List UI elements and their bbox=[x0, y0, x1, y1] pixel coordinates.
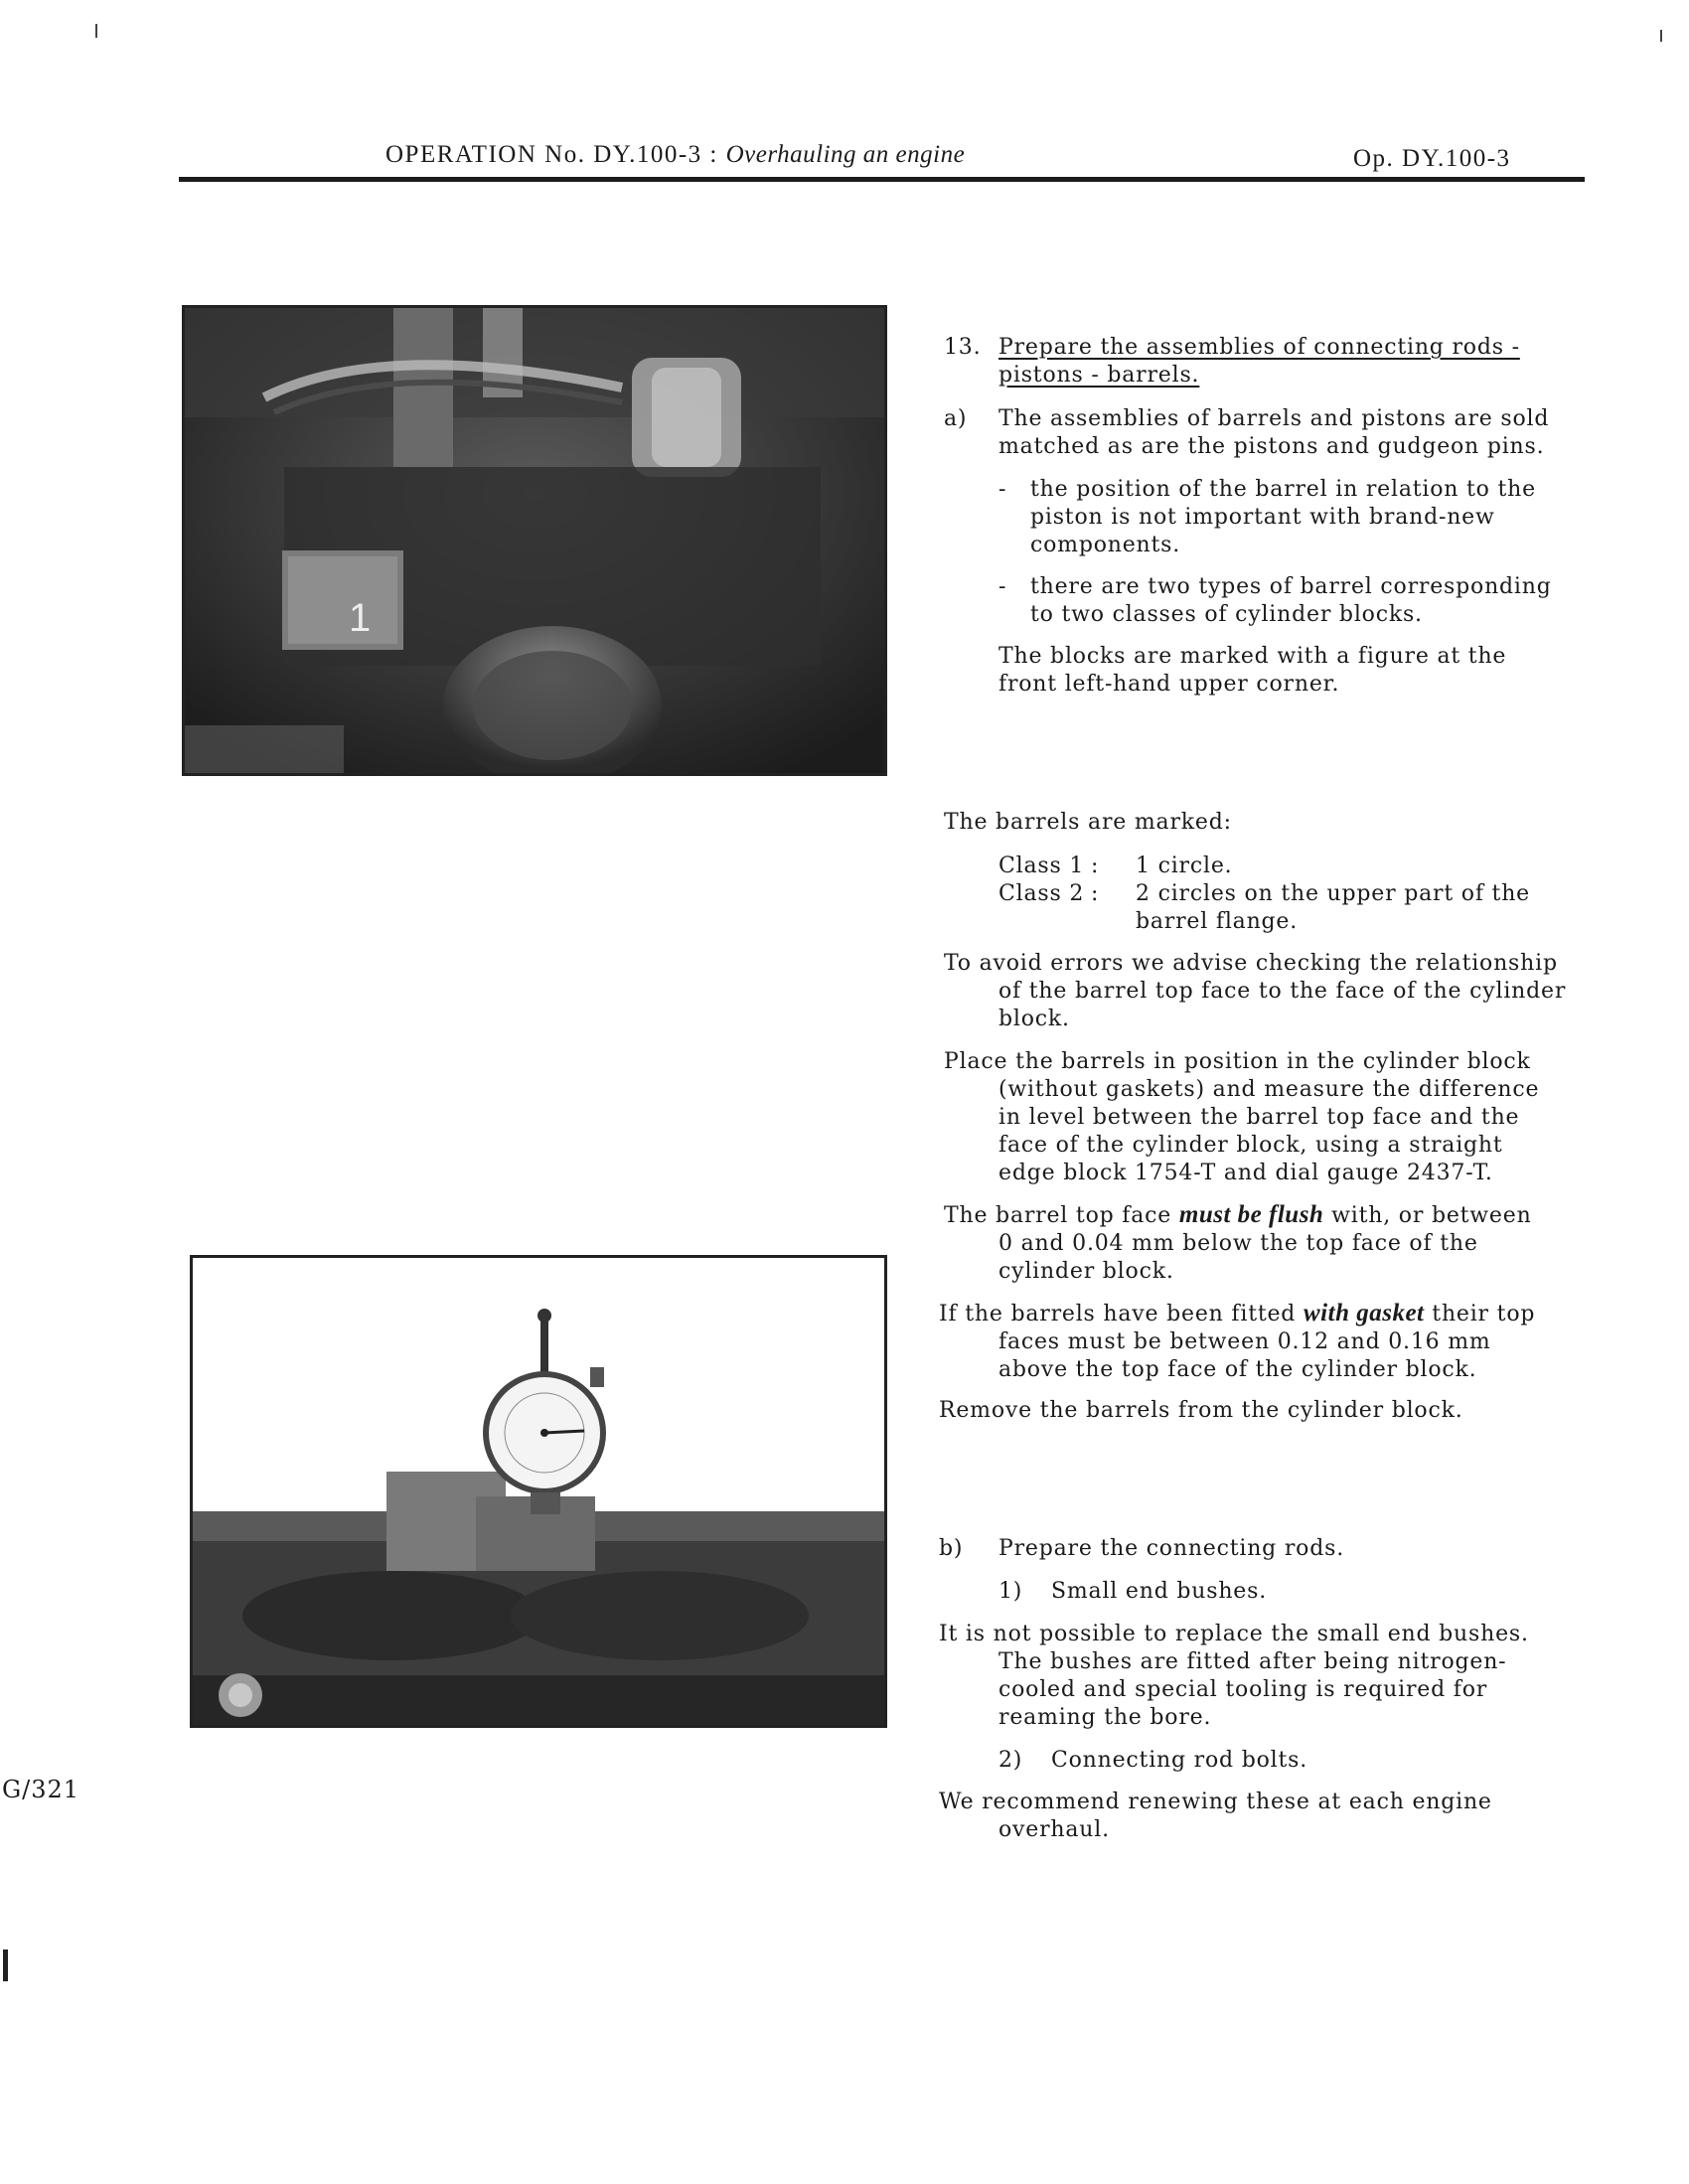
photo-cylinder-block-marking bbox=[182, 305, 887, 776]
subitem1-marker: 1) bbox=[998, 1579, 1023, 1604]
bushes-line3: cooled and special tooling is required for bbox=[998, 1677, 1488, 1702]
barrels-intro: The barrels are marked: bbox=[944, 810, 1232, 835]
bushes-paragraph bbox=[939, 1621, 1600, 1732]
flush-line2: 0 and 0.04 mm below the top face of the bbox=[998, 1231, 1478, 1256]
bullet1-line2: piston is not important with brand-new bbox=[1030, 505, 1495, 530]
cylinder-block-illustration bbox=[185, 308, 884, 773]
gasket-paragraph bbox=[939, 1300, 1600, 1384]
bushes-line4: reaming the bore. bbox=[998, 1705, 1212, 1730]
photo1-marking-label: 1 bbox=[349, 596, 372, 640]
bullet2-line2: to two classes of cylinder blocks. bbox=[1030, 602, 1423, 627]
avoid-paragraph bbox=[944, 950, 1600, 1033]
gasket-line1 bbox=[939, 1300, 1600, 1328]
scan-mark-left-bar bbox=[3, 1950, 8, 1981]
subitem1-title: Small end bushes. bbox=[1051, 1579, 1267, 1604]
subitem2-marker: 2) bbox=[998, 1748, 1023, 1773]
bullet1-line3: components. bbox=[1030, 533, 1181, 557]
item-a-line2: matched as are the pistons and gudgeon pins. bbox=[998, 434, 1545, 459]
bullet2-text bbox=[1030, 573, 1597, 629]
section-13-title bbox=[998, 334, 1595, 390]
item-a-marker: a) bbox=[944, 406, 968, 431]
avoid-line1: To avoid errors we advise checking the relationship bbox=[944, 951, 1558, 976]
place-line4: face of the cylinder block, using a straight bbox=[998, 1133, 1503, 1158]
dial-gauge-illustration bbox=[193, 1258, 884, 1725]
avoid-line3: block. bbox=[998, 1007, 1070, 1031]
bolts-line1: We recommend renewing these at each engine bbox=[939, 1790, 1492, 1814]
class2-value bbox=[1136, 880, 1593, 936]
avoid-line2: of the barrel top face to the face of the cylinder bbox=[998, 979, 1567, 1004]
item-b-marker: b) bbox=[939, 1536, 964, 1561]
scan-mark-top-right bbox=[1660, 30, 1662, 42]
bolts-paragraph bbox=[939, 1789, 1600, 1844]
blocks-line2: front left-hand upper corner. bbox=[998, 672, 1340, 697]
page-code: G/321 bbox=[2, 1776, 80, 1803]
scan-mark-top-left bbox=[95, 24, 97, 38]
flush-emphasis: must be flush bbox=[1178, 1201, 1324, 1228]
bullet1-line1: the position of the barrel in relation to the bbox=[1030, 477, 1536, 502]
flush-post: with, or between bbox=[1331, 1203, 1532, 1228]
section-13-number: 13. bbox=[944, 335, 982, 360]
section-13-title-line2: pistons - barrels. bbox=[998, 363, 1200, 388]
gasket-post: their top bbox=[1432, 1302, 1536, 1326]
gasket-emphasis: with gasket bbox=[1304, 1300, 1425, 1326]
gasket-line3: above the top face of the cylinder block. bbox=[998, 1357, 1477, 1382]
class2-sep: : bbox=[1091, 881, 1100, 906]
operation-title: Overhauling an engine bbox=[725, 141, 966, 168]
gasket-pre: If the barrels have been fitted bbox=[939, 1302, 1297, 1326]
item-b-title: Prepare the connecting rods. bbox=[998, 1536, 1344, 1561]
photo-dial-gauge bbox=[190, 1255, 887, 1728]
bullet2-dash: - bbox=[998, 574, 1007, 599]
header-operation bbox=[385, 141, 965, 169]
subitem2-title: Connecting rod bolts. bbox=[1051, 1748, 1308, 1773]
header-rule bbox=[179, 177, 1585, 182]
place-line2: (without gaskets) and measure the difference bbox=[998, 1077, 1540, 1102]
operation-label: OPERATION No. DY.100-3 : bbox=[385, 141, 718, 168]
blocks-paragraph bbox=[998, 643, 1595, 699]
flush-paragraph bbox=[944, 1201, 1600, 1286]
item-a-paragraph bbox=[998, 405, 1595, 461]
bushes-line2: The bushes are fitted after being nitrogen- bbox=[998, 1649, 1507, 1674]
class1-value: 1 circle. bbox=[1136, 854, 1233, 878]
class1-label: Class 1 bbox=[998, 854, 1085, 878]
blocks-line1: The blocks are marked with a figure at the bbox=[998, 644, 1507, 669]
bullet1-text bbox=[1030, 476, 1597, 559]
place-line1: Place the barrels in position in the cylinder block bbox=[944, 1049, 1531, 1074]
bullet2-line1: there are two types of barrel corresponding bbox=[1030, 574, 1552, 599]
class2-value-line2: barrel flange. bbox=[1136, 909, 1299, 934]
place-line5: edge block 1754-T and dial gauge 2437-T. bbox=[998, 1161, 1493, 1185]
gasket-line2: faces must be between 0.12 and 0.16 mm bbox=[998, 1329, 1491, 1354]
op-code: Op. DY.100-3 bbox=[1353, 145, 1511, 172]
class2-value-line1: 2 circles on the upper part of the bbox=[1136, 881, 1530, 906]
bolts-line2: overhaul. bbox=[998, 1817, 1110, 1842]
flush-line1 bbox=[944, 1201, 1600, 1230]
place-line3: in level between the barrel top face and the bbox=[998, 1105, 1520, 1130]
place-paragraph bbox=[944, 1048, 1600, 1187]
class2-label: Class 2 bbox=[998, 881, 1085, 906]
bushes-line1: It is not possible to replace the small end bushes. bbox=[939, 1622, 1529, 1646]
item-a-line1: The assemblies of barrels and pistons are sold bbox=[998, 406, 1550, 431]
bullet1-dash: - bbox=[998, 477, 1007, 502]
flush-pre: The barrel top face bbox=[944, 1203, 1172, 1228]
class1-sep: : bbox=[1091, 854, 1100, 878]
flush-line3: cylinder block. bbox=[998, 1259, 1174, 1284]
section-13-title-line1: Prepare the assemblies of connecting rods - bbox=[998, 335, 1520, 360]
remove-paragraph: Remove the barrels from the cylinder block. bbox=[939, 1398, 1463, 1423]
